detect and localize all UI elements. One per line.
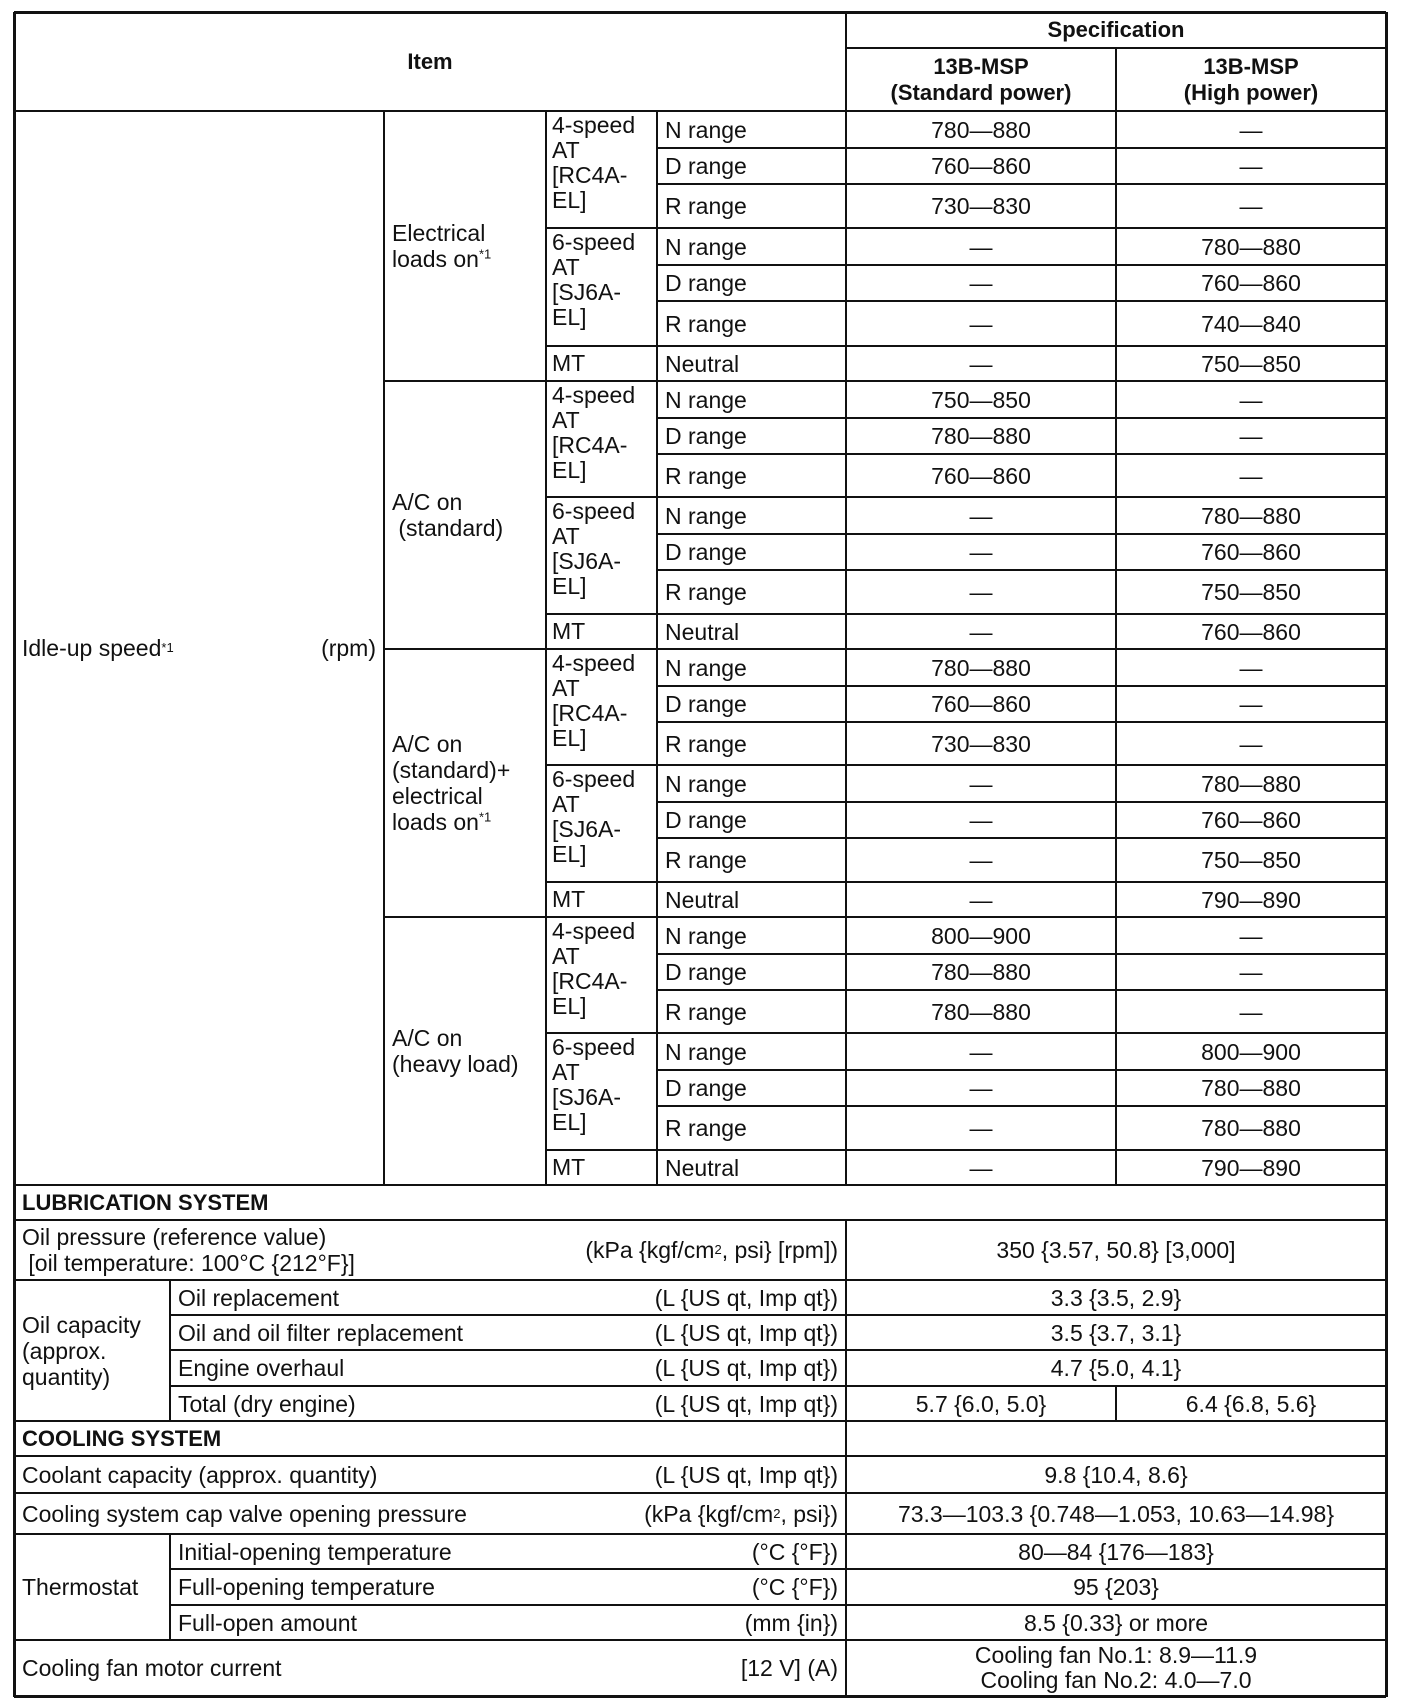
standard-power-value: — [969, 886, 993, 913]
condition-line: A/C on [392, 731, 463, 757]
standard-power-value: 780—880 [931, 116, 1031, 143]
high-power-value: 780—880 [1201, 770, 1301, 797]
initial-opening-temperature-label: Initial-opening temperature (°C {°F}) [170, 1534, 846, 1569]
grid-line-h [14, 1695, 1386, 1698]
grid-line-h [14, 1492, 1386, 1494]
standard-power-value: 800—900 [931, 922, 1031, 949]
grid-line-h [657, 837, 1386, 839]
oil-pressure-unit: (kPa {kgf/cm 2 , psi} [rpm]) [585, 1237, 838, 1263]
grid-line-h [170, 1349, 1386, 1351]
range-label: R range [665, 193, 747, 219]
lubrication-section-title: LUBRICATION SYSTEM [22, 1189, 269, 1215]
coolant-capacity-value: 9.8 {10.4, 8.6} [1044, 1461, 1188, 1488]
high-power-value: — [1239, 691, 1263, 717]
high-power-value: 750—850 [1201, 350, 1301, 377]
grid-line-h [546, 1032, 1386, 1034]
grid-line-h [657, 533, 1386, 535]
coolant-capacity-label: Coolant capacity (approx. quantity) (L {US qt, Imp qt}) [14, 1456, 846, 1493]
standard-power-value: 780—880 [931, 959, 1031, 985]
full-open-amount-label: Full-open amount (mm {in}) [170, 1605, 846, 1640]
grid-line-h [546, 345, 1386, 347]
grid-line-h [170, 1385, 1386, 1387]
oil-filter-replacement-unit: (L {US qt, Imp qt}) [654, 1319, 838, 1346]
transmission-label: 6-speed AT [SJ6A-EL] [552, 766, 636, 867]
transmission-label: MT [552, 1154, 586, 1180]
standard-power-value: — [969, 1115, 993, 1141]
high-power-value: — [1239, 116, 1263, 143]
full-open-amount-unit: (mm {in}) [744, 1609, 838, 1636]
standard-power-value: — [969, 579, 993, 605]
idle-unit: (rpm) [321, 635, 376, 661]
total-dry-engine-high-value: 6.4 {6.8, 5.6} [1185, 1390, 1317, 1417]
high-power-value: 790—890 [1201, 1154, 1301, 1181]
range-label: N range [665, 233, 747, 260]
oil-pressure-label: Oil pressure (reference value) [oil temperature: 100°C {212°F}] (kPa {kgf/cm 2 , psi} [rpm]) [14, 1220, 846, 1280]
condition-line: (standard) [392, 515, 504, 541]
range-label: R range [665, 1115, 747, 1141]
condition-text [392, 1025, 519, 1077]
standard-power-value: 750—850 [931, 386, 1031, 413]
standard-power-value: — [969, 502, 993, 529]
grid-line-v [169, 1534, 171, 1640]
grid-line-v [169, 1280, 171, 1421]
range-label: R range [665, 730, 747, 757]
range-label: R range [665, 998, 747, 1025]
transmission-label: MT [552, 886, 586, 912]
high-power-value: 800—900 [1201, 1038, 1301, 1065]
standard-power-value: — [969, 1038, 993, 1065]
grid-line-h [657, 569, 1386, 571]
range-label: D range [665, 691, 747, 717]
cap-valve-pressure-label: Cooling system cap valve opening pressure (kPa {kgf/cm 2 , psi}) [14, 1493, 846, 1534]
high-power-value: 750—850 [1201, 847, 1301, 873]
grid-line-h [546, 613, 1386, 615]
grid-line-h [657, 147, 1386, 149]
high-power-value: 750—850 [1201, 579, 1301, 605]
range-label: D range [665, 153, 747, 179]
range-label: R range [665, 310, 747, 337]
grid-line-h [657, 953, 1386, 955]
high-power-value: — [1239, 730, 1263, 757]
range-label: N range [665, 502, 747, 529]
grid-line-h [170, 1604, 1386, 1606]
engine-overhaul-value: 4.7 {5.0, 4.1} [1050, 1355, 1182, 1381]
range-label: D range [665, 959, 747, 985]
cooling-section-title: COOLING SYSTEM [22, 1425, 222, 1451]
grid-line-h [657, 453, 1386, 455]
grid-line-h [546, 881, 1386, 883]
cap-valve-pressure-unit: (kPa {kgf/cm 2 , psi}) [644, 1500, 838, 1527]
grid-line-h [657, 264, 1386, 266]
total-dry-engine-unit: (L {US qt, Imp qt}) [654, 1390, 838, 1417]
fan-motor-current-value: Cooling fan No.1: 8.9—11.9 Cooling fan No.2: 4.0—7.0 [974, 1642, 1258, 1693]
high-power-value: 780—880 [1201, 1115, 1301, 1141]
standard-power-value: — [969, 233, 993, 260]
transmission-label: 4-speed AT [RC4A-EL] [552, 650, 636, 751]
total-dry-engine-label: Total (dry engine) (L {US qt, Imp qt}) [170, 1386, 846, 1421]
range-label: D range [665, 539, 747, 565]
standard-power-value: — [969, 618, 993, 645]
initial-opening-temperature-unit: (°C {°F}) [751, 1538, 838, 1565]
standard-power-value: — [969, 807, 993, 833]
standard-power-value: 780—880 [931, 654, 1031, 681]
range-label: Neutral [665, 1154, 740, 1181]
high-power-value: 760—860 [1201, 618, 1301, 645]
grid-line-h [170, 1314, 1386, 1316]
condition-line-wrap [392, 809, 510, 835]
engine-overhaul-unit: (L {US qt, Imp qt}) [654, 1355, 838, 1381]
condition-text [392, 731, 510, 835]
grid-line-v [656, 111, 658, 1185]
oil-capacity-label: Oil capacity (approx. quantity) [22, 1311, 141, 1390]
range-label: Neutral [665, 618, 740, 645]
range-label: N range [665, 386, 747, 413]
transmission-label: 6-speed AT [SJ6A-EL] [552, 229, 636, 330]
high-power-value: 760—860 [1201, 539, 1301, 565]
transmission-label: 4-speed AT [RC4A-EL] [552, 918, 636, 1019]
transmission-label: 6-speed AT [SJ6A-EL] [552, 1034, 636, 1135]
standard-power-value: 760—860 [931, 691, 1031, 717]
range-label: Neutral [665, 886, 740, 913]
standard-power-value: — [969, 310, 993, 337]
grid-line-h [657, 417, 1386, 419]
item-header: Item [407, 48, 453, 74]
grid-line-v [1115, 48, 1117, 1185]
cap-valve-pressure-value: 73.3—103.3 {0.748—1.053, 10.63—14.98} [897, 1500, 1335, 1527]
grid-line-h [657, 1105, 1386, 1107]
standard-power-value: 780—880 [931, 423, 1031, 449]
grid-line-h [14, 1219, 1386, 1221]
condition-text [392, 220, 491, 272]
oil-pressure-value: 350 {3.57, 50.8} [3,000] [996, 1237, 1236, 1263]
oil-replacement-label: Oil replacement (L {US qt, Imp qt}) [170, 1280, 846, 1315]
standard-power-value: — [969, 539, 993, 565]
oil-filter-replacement-label: Oil and oil filter replacement (L {US qt, Imp qt}) [170, 1315, 846, 1350]
idle-up-speed-label: Idle-up speed *1 (rpm) [14, 111, 384, 1185]
range-label: N range [665, 770, 747, 797]
standard-power-value: — [969, 847, 993, 873]
grid-line-h [14, 1639, 1386, 1641]
condition-line: A/C on [392, 489, 463, 515]
grid-line-h [14, 1455, 1386, 1457]
grid-line-v [383, 111, 385, 1185]
grid-line-h [384, 648, 1386, 650]
high-power-value: 780—880 [1201, 1075, 1301, 1101]
grid-line-v [545, 111, 547, 1185]
footnote-marker: *1 [478, 246, 492, 262]
grid-line-v [1385, 12, 1388, 1697]
grid-line-h [14, 11, 1386, 14]
transmission-label: 4-speed AT [RC4A-EL] [552, 112, 636, 213]
standard-power-value: — [969, 1075, 993, 1101]
specification-header: Specification [1047, 17, 1185, 42]
grid-line-h [384, 916, 1386, 918]
grid-line-h [657, 989, 1386, 991]
range-label: Neutral [665, 350, 740, 377]
range-label: D range [665, 270, 747, 296]
grid-line-v [845, 12, 847, 1185]
high-power-value: — [1239, 462, 1263, 489]
grid-line-h [546, 227, 1386, 229]
range-label: N range [665, 654, 747, 681]
range-label: R range [665, 462, 747, 489]
grid-line-h [14, 1184, 1386, 1186]
engine-overhaul-label: Engine overhaul (L {US qt, Imp qt}) [170, 1350, 846, 1386]
condition-line: loads on [392, 809, 479, 835]
grid-line-v [1115, 1386, 1117, 1421]
standard-power-value: 780—880 [931, 998, 1031, 1025]
condition-text [392, 489, 503, 541]
grid-line-h [14, 110, 1386, 112]
range-label: D range [665, 807, 747, 833]
total-dry-engine-standard-value: 5.7 {6.0, 5.0} [915, 1390, 1047, 1417]
range-label: R range [665, 579, 747, 605]
standard-power-value: 730—830 [931, 730, 1031, 757]
high-power-value: — [1239, 922, 1263, 949]
condition-line: electrical [392, 783, 483, 809]
condition-line: (standard)+ [392, 757, 511, 783]
condition-label [384, 111, 546, 381]
high-power-value: 790—890 [1201, 886, 1301, 913]
oil-replacement-value: 3.3 {3.5, 2.9} [1050, 1284, 1182, 1311]
grid-line-h [657, 1069, 1386, 1071]
high-power-value: — [1239, 998, 1263, 1025]
high-power-value: — [1239, 423, 1263, 449]
transmission-label: MT [552, 618, 586, 644]
fan-motor-current-unit: [12 V] (A) [740, 1655, 838, 1681]
high-power-value: 760—860 [1201, 807, 1301, 833]
range-label: D range [665, 423, 747, 449]
grid-line-h [546, 1149, 1386, 1151]
range-label: N range [665, 1038, 747, 1065]
initial-opening-temperature-value: 80—84 {176—183} [1018, 1538, 1214, 1565]
standard-power-value: 730—830 [931, 193, 1031, 219]
coolant-capacity-unit: (L {US qt, Imp qt}) [654, 1461, 838, 1488]
thermostat-label: Thermostat [22, 1574, 139, 1600]
full-open-amount-value: 8.5 {0.33} or more [1023, 1609, 1209, 1636]
grid-line-h [546, 764, 1386, 766]
oil-filter-replacement-value: 3.5 {3.7, 3.1} [1050, 1319, 1182, 1346]
standard-power-value: — [969, 270, 993, 296]
high-power-header: 13B-MSP (High power) [1183, 53, 1319, 105]
condition-line-wrap [392, 246, 491, 272]
high-power-value: — [1239, 153, 1263, 179]
grid-line-h [657, 685, 1386, 687]
transmission-label: MT [552, 350, 586, 376]
grid-line-h [170, 1568, 1386, 1570]
grid-line-h [14, 1279, 1386, 1281]
grid-line-v [845, 1220, 847, 1697]
transmission-label: 4-speed AT [RC4A-EL] [552, 382, 636, 483]
condition-line: A/C on [392, 1025, 463, 1051]
range-label: N range [665, 116, 747, 143]
oil-replacement-unit: (L {US qt, Imp qt}) [654, 1284, 838, 1311]
high-power-value: 780—880 [1201, 502, 1301, 529]
range-label: N range [665, 922, 747, 949]
condition-label [384, 381, 546, 649]
high-power-value: — [1239, 959, 1263, 985]
standard-power-value: — [969, 1154, 993, 1181]
standard-power-value: 760—860 [931, 462, 1031, 489]
high-power-value: 740—840 [1201, 310, 1301, 337]
high-power-value: — [1239, 654, 1263, 681]
full-opening-temperature-unit: (°C {°F}) [751, 1574, 838, 1600]
standard-power-value: 760—860 [931, 153, 1031, 179]
grid-line-h [14, 1533, 1386, 1535]
condition-line: (heavy load) [392, 1051, 519, 1077]
condition-line: Electrical [392, 220, 486, 246]
grid-line-v [13, 12, 16, 1697]
standard-power-header: 13B-MSP (Standard power) [890, 53, 1072, 105]
high-power-value: — [1239, 193, 1263, 219]
full-opening-temperature-value: 95 {203} [1073, 1574, 1159, 1600]
footnote-marker: *1 [478, 809, 492, 825]
grid-line-h [657, 300, 1386, 302]
grid-line-h [546, 496, 1386, 498]
high-power-value: 760—860 [1201, 270, 1301, 296]
grid-line-h [14, 1420, 1386, 1422]
transmission-label: 6-speed AT [SJ6A-EL] [552, 498, 636, 599]
grid-line-h [657, 183, 1386, 185]
condition-label [384, 917, 546, 1185]
grid-line-h [384, 380, 1386, 382]
range-label: R range [665, 847, 747, 873]
condition-label [384, 649, 546, 917]
grid-line-h [657, 721, 1386, 723]
full-opening-temperature-label: Full-opening temperature (°C {°F}) [170, 1569, 846, 1605]
condition-line: loads on [392, 246, 479, 272]
fan-motor-current-label: Cooling fan motor current [12 V] (A) [14, 1640, 846, 1696]
range-label: D range [665, 1075, 747, 1101]
standard-power-value: — [969, 770, 993, 797]
grid-line-h [657, 801, 1386, 803]
standard-power-value: — [969, 350, 993, 377]
high-power-value: — [1239, 386, 1263, 413]
high-power-value: 780—880 [1201, 233, 1301, 260]
